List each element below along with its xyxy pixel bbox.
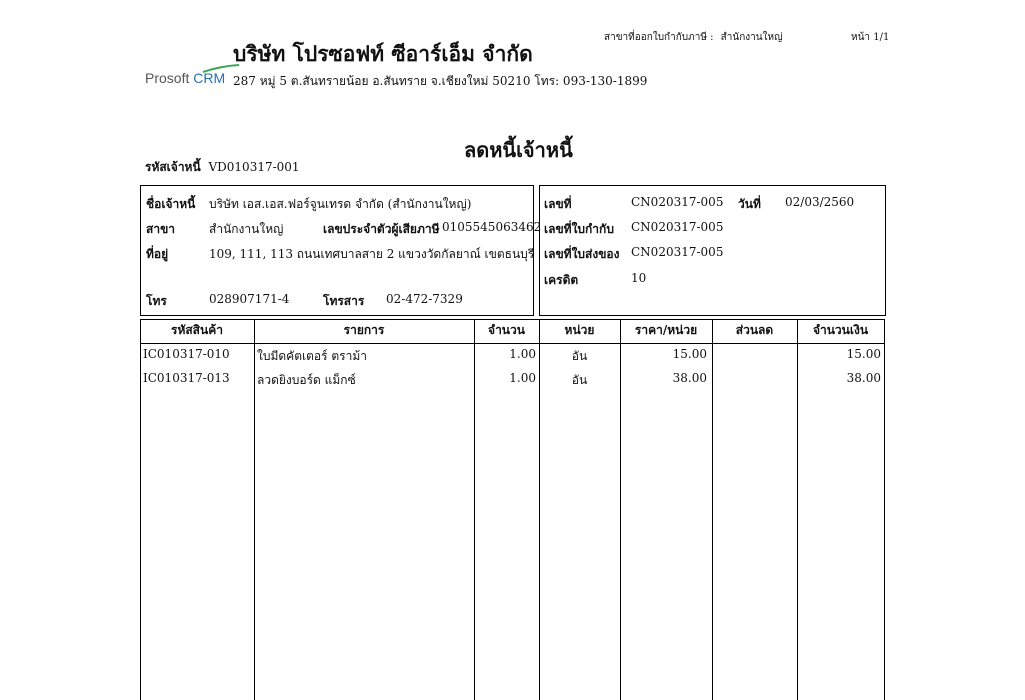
table-row-price: 15.00 — [672, 347, 707, 361]
table-row-qty: 1.00 — [509, 347, 536, 361]
table-row-code: IC010317-010 — [143, 347, 230, 361]
doc-date-label: วันที่ — [738, 197, 761, 211]
vendor-tax-label: เลขประจำตัวผู้เสียภาษี — [323, 222, 440, 236]
vendor-fax-label: โทรสาร — [323, 294, 365, 308]
vendor-tax-id: 0105545063462 — [442, 220, 542, 234]
table-row-qty: 1.00 — [509, 371, 536, 385]
creditor-code-label: รหัสเจ้าหนี้ — [145, 160, 201, 174]
tax-invoice-label: เลขที่ใบกำกับ — [544, 222, 614, 236]
col-header-discount: ส่วนลด — [735, 323, 774, 337]
logo-text-crm: CRM — [193, 70, 226, 86]
table-top-border — [140, 319, 885, 320]
table-row-code: IC010317-013 — [143, 371, 230, 385]
company-name: บริษัท โปรซอฟท์ ซีอาร์เอ็ม จำกัด — [233, 41, 533, 66]
vendor-fax: 02-472-7329 — [386, 292, 463, 306]
document-title: ลดหนี้เจ้าหนี้ — [464, 138, 573, 162]
table-row-desc: ลวดยิงบอร์ด แม็กซ์ — [257, 373, 356, 387]
table-col-line — [140, 319, 141, 700]
col-header-code: รหัสสินค้า — [171, 323, 223, 337]
creditor-code — [145, 158, 300, 177]
doc-no: CN020317-005 — [631, 195, 724, 209]
vendor-name-label: ชื่อเจ้าหนี้ — [146, 197, 196, 211]
page-number: หน้า 1/1 — [851, 32, 890, 43]
table-row-desc: ใบมีดคัตเตอร์ ตราม้า — [257, 349, 367, 363]
delivery-label: เลขที่ใบส่งของ — [544, 247, 620, 261]
col-header-desc: รายการ — [343, 323, 385, 337]
doc-date: 02/03/2560 — [785, 195, 855, 209]
vendor-address: 109, 111, 113 ถนนเทศบาลสาย 2 แขวงวัดกัลยาณ์ เขตธนบุรี — [209, 247, 535, 261]
credit-value: 10 — [631, 271, 647, 285]
tax-invoice-no: CN020317-005 — [631, 220, 724, 234]
branch-issuer-label: สาขาที่ออกใบกำกับภาษี : — [604, 32, 714, 43]
table-col-line — [712, 319, 713, 700]
doc-no-label: เลขที่ — [544, 197, 572, 211]
credit-label: เครดิต — [544, 273, 579, 287]
company-address: 287 หมู่ 5 ต.สันทรายน้อย อ.สันทราย จ.เชียงใหม่ 50210 โทร: 093-130-1899 — [233, 74, 648, 88]
table-col-line — [884, 319, 885, 700]
col-header-price: ราคา/หน่วย — [634, 323, 698, 337]
prosoft-crm-logo — [145, 70, 225, 86]
table-row-amount: 15.00 — [846, 347, 881, 361]
col-header-qty: จำนวน — [488, 323, 525, 337]
vendor-name: บริษัท เอส.เอส.ฟอร์จูนเทรด จำกัด (สำนักงานใหญ่) — [209, 197, 472, 211]
logo-swoosh-icon — [201, 64, 241, 74]
table-row-unit: อัน — [571, 349, 588, 363]
table-row-unit: อัน — [571, 373, 588, 387]
table-header-border — [140, 343, 885, 344]
vendor-branch: สำนักงานใหญ่ — [209, 222, 284, 236]
vendor-phone-label: โทร — [146, 294, 167, 308]
delivery-no: CN020317-005 — [631, 245, 724, 259]
vendor-address-label: ที่อยู่ — [146, 247, 169, 261]
branch-issuer — [604, 30, 783, 45]
table-row-amount: 38.00 — [846, 371, 881, 385]
logo-text-prosoft: Prosoft — [145, 70, 190, 86]
vendor-branch-label: สาขา — [146, 222, 176, 236]
creditor-code-value: VD010317-001 — [208, 160, 300, 174]
table-row-price: 38.00 — [672, 371, 707, 385]
col-header-amount: จำนวนเงิน — [812, 323, 869, 337]
vendor-phone: 028907171-4 — [209, 292, 290, 306]
col-header-unit: หน่วย — [564, 323, 595, 337]
branch-issuer-value: สำนักงานใหญ่ — [720, 32, 783, 43]
table-col-line — [254, 319, 255, 700]
